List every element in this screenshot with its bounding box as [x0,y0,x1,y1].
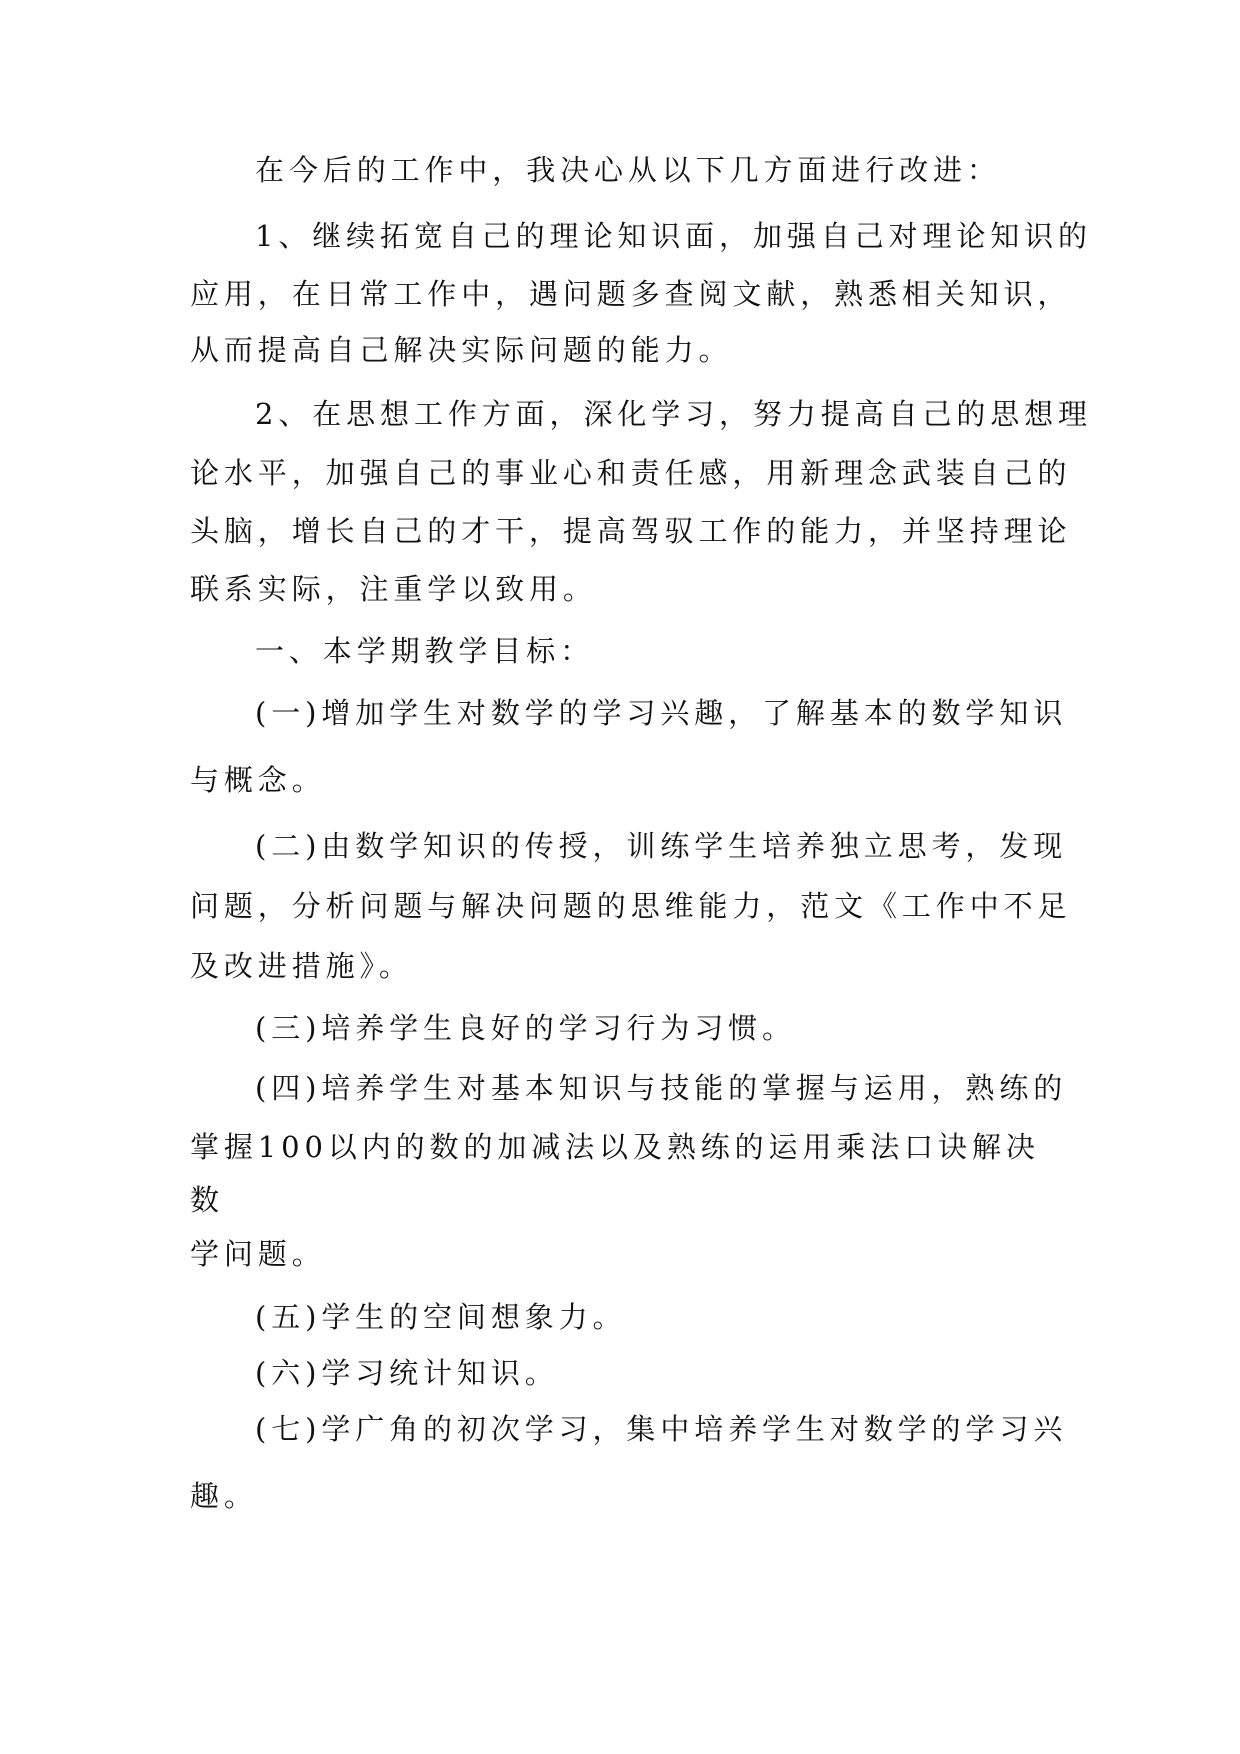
text-line: (二)由数学知识的传授，训练学生培养独立思考，发现 [255,829,1068,863]
text-line: (一)增加学生对数学的学习兴趣，了解基本的数学知识 [255,696,1068,730]
section-heading: 一、本学期教学目标： [255,634,595,668]
text-line: 应用，在日常工作中，遇问题多查阅文献，熟悉相关知识， [190,277,1072,311]
text-line: 学问题。 [190,1237,326,1271]
text-line: (七)学广角的初次学习，集中培养学生对数学的学习兴 [255,1412,1068,1446]
text-line: (五)学生的空间想象力。 [255,1300,627,1334]
text-line: 掌握100以内的数的加减法以及熟练的运用乘法口诀解决 [190,1130,1040,1164]
text-line: (三)培养学生良好的学习行为习惯。 [255,1011,796,1045]
text-line: 头脑，增长自己的才干，提高驾驭工作的能力，并坚持理论 [190,514,1072,548]
text-line: 数 [190,1183,224,1217]
text-line: 从而提高自己解决实际问题的能力。 [190,333,733,367]
text-line: (四)培养学生对基本知识与技能的掌握与运用，熟练的 [255,1071,1068,1105]
text-line: 2、在思想工作方面，深化学习，努力提高自己的思想理 [255,397,1092,431]
text-line: 问题，分析问题与解决问题的思维能力，范文《工作中不足 [190,889,1072,923]
text-line: 在今后的工作中，我决心从以下几方面进行改进： [255,153,1001,187]
text-line: 及改进措施》。 [190,949,413,983]
text-line: 与概念。 [190,763,326,797]
text-line: 1、继续拓宽自己的理论知识面，加强自己对理论知识的 [255,219,1092,253]
text-line: 论水平，加强自己的事业心和责任感，用新理念武装自己的 [190,456,1072,490]
text-line: 联系实际，注重学以致用。 [190,572,597,606]
text-line: 趣。 [190,1479,258,1513]
text-line: (六)学习统计知识。 [255,1356,559,1390]
